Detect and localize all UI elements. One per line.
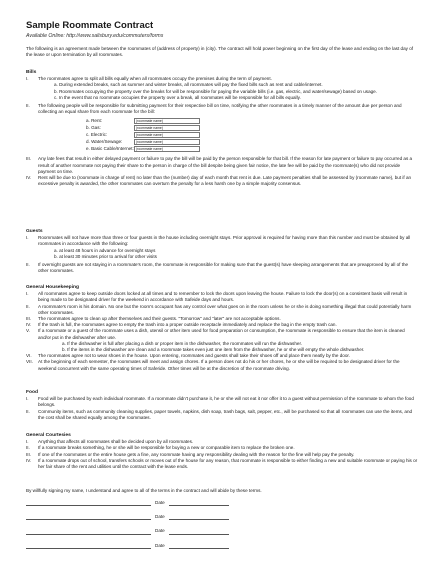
rent-roommate-field[interactable]: (roommate name) (134, 118, 200, 123)
cable-internet-row: e. Basic Cable/Internet: (roommate name) (26, 146, 418, 153)
electric-row: c. Electric: (roommate name) (26, 132, 418, 139)
bills-item-2: II. The following people will be responsible for submitting payment for their respective bill on time, notifying the other roommates in a timely manner of the amount due per person and collecting an equal share from each roommate for the bill: (26, 103, 402, 115)
housekeeping-item-2: II. A roommate's room is his domain. No one but the room's occupant has any control over what goes on in the room unless he or she is doing something illegal that could potentially harm other roommates. (26, 303, 412, 315)
water-sewage-roommate-field[interactable]: (roommate name) (134, 139, 200, 144)
housekeeping-item-5b: b. If the items in the dishwasher are clean and a roommate takes even just one item from the dishwasher, he or she will empty the whole dishwasher. (62, 347, 365, 353)
date-line-3[interactable] (169, 529, 229, 535)
bills-item-1a: a. During extended breaks, such as summer and winter breaks, all roommates will pay the fixed bills such as rent and cable/internet. (54, 82, 323, 88)
housekeeping-item-3: III. The roommates agree to clean up after themselves and their guests. "Tomorrow" and "later" are not acceptable options. (26, 316, 281, 322)
gas-roommate-field[interactable]: (roommate name) (134, 125, 200, 130)
signature-block (26, 497, 418, 549)
cable-internet-roommate-field[interactable]: (roommate name) (134, 146, 200, 151)
housekeeping-item-5: V. If a roommate or a guest of the roommate uses a dish, utensil or other item used for food preparation or consumption, the roommate is responsible to ensure that the item is cleaned and/or put in the dishwasher after use. (26, 328, 405, 340)
date-label: Date (155, 528, 165, 534)
guests-heading: Guests (26, 229, 43, 234)
date-line-2[interactable] (169, 514, 229, 520)
signature-row-4 (26, 543, 418, 549)
food-item-1: I. Food will be purchased by each individual roommate. If a roommate didn't purchase it, he or she will not eat it nor offer it to a guest without permission of the roommate to whom the food belongs. (26, 396, 414, 408)
bills-item-1: I. The roommates agree to split all bills equally when all roommates occupy the premises during the term of payment. (26, 76, 272, 82)
courtesies-item-3: III. If one of the roommates or the entire house gets a fine, any roommate having any responsibility dealing with the reason for the fine will help pay the penalty. (26, 451, 355, 457)
closing-statement: By willfully signing my name, I understand and agree to all of the terms in the contract and will abide by these terms. (26, 488, 262, 493)
guests-item-1a: a. at least 48 hours in advance for overnight stays (54, 247, 156, 253)
housekeeping-item-4: IV. If the trash is full, the roommates agree to empty the trash into a proper outside receptacle immediately and replace the bag in the empty trash can. (26, 322, 337, 328)
housekeeping-item-7: VII. At the beginning of each semester, the roommates will meet and assign chores. If a person does not do his or her chores, he or she will be required to be designated driver for the weekend concurrent with the same operating times of Saferide. Other times will be at the discretion of the roommate driving. (26, 359, 400, 371)
courtesies-item-1: I. Anything that affects all roommates shall be decided upon by all roommates. (26, 439, 194, 445)
document-title: Sample Roommate Contract (26, 20, 154, 31)
signature-row-3 (26, 528, 418, 534)
courtesies-item-4: IV. If a roommate drops out of school, transfers schools or moves out of the house for any reason, that roommate is responsible to either finding a new and suitable roommate or paying his or her fair share of the rent and utilities until the contract with the lease ends. (26, 457, 418, 470)
bills-item-1c: c. In the event that no roommate occupies the property over a break, all roommates will be responsible for all bills equally. (54, 94, 301, 100)
gas-row: b. Gas: (roommate name) (26, 125, 418, 132)
bill-responsibility-fields (26, 118, 418, 153)
bills-heading: Bills (26, 70, 37, 75)
available-online-note: Available Online: http://www.salisbury.edu/commuters/forms (26, 33, 164, 39)
intro-paragraph: The following is an agreement made between the roommates of (address of property) in (city). The contract will hold power beginning on the first day of the lease and ending on the last day of the lease or upon termination by all roommates. (26, 46, 414, 58)
courtesies-section (26, 433, 418, 470)
signature-row-1 (26, 500, 418, 506)
signature-row-2 (26, 514, 418, 520)
water-sewage-row: d. Water/Sewage: (roommate name) (26, 139, 418, 146)
bills-item-3: III. Any late fees that result in either delayed payment or failure to pay the bill will be paid by the person responsible for that bill. If the reason for late payment or failure to pay occurred as a result of another roommate not paying their share to the person in charge of the bill despite being given fair notice, the late fee will be paid by the roommate(s) who did not provide payment on time. (26, 156, 413, 174)
food-heading: Food (26, 390, 38, 395)
housekeeping-section (26, 285, 418, 372)
rent-row: a. Rent: (roommate name) (26, 118, 418, 125)
guests-item-1b: b. at least 30 minutes prior to arrival for other visits (54, 253, 157, 259)
housekeeping-item-6: VI. The roommates agree not to wear shoes in the house. Upon entering, roommates and guests shall take their shoes off and place them neatly by the door. (26, 353, 350, 359)
food-item-2: II. Community items, such as community cleaning supplies, paper towels, napkins, dish soap, trash bags, salt, pepper, etc., will be purchased so that all roommates can use the items, and the cost shall be shared equally among the roommates. (26, 408, 413, 420)
signature-line-1[interactable] (26, 500, 151, 506)
date-line-4[interactable] (169, 543, 229, 549)
courtesies-heading: General Courtesies (26, 433, 71, 438)
date-label: Date (155, 500, 165, 505)
guests-item-1: I. Roommates will not have more than three or four guests in the house including overnight stays. Prior approval is required for having more than this number and must be obtained by all roommates in accordance with the following: (26, 235, 411, 247)
housekeeping-item-1: I. All roommates agree to keep outside doors locked at all times and to remember to lock the doors upon leaving the house. Failure to lock the door(s) on a consistent basis will result in being made to be designated driver for the weekend in accordance with Safeide days and hours. (26, 291, 408, 303)
electric-roommate-field[interactable]: (roommate name) (134, 132, 200, 137)
date-label: Date (155, 542, 165, 548)
guests-section (26, 229, 418, 274)
bills-item-4: IV. Rent will be due to (roommate in charge of rent) no later than the (number) day of each month that rent is due. Late payment penalties shall be assessed by (roommate name), but if an excessive penalty is awarded, the other roommates can overturn the penalty for a less harsh one by a simple majority consensus. (26, 174, 412, 187)
housekeeping-item-5a: a. If the dishwasher is full after placing a dish or proper item in the dishwasher, the roommates will run the dishwasher. (62, 340, 303, 346)
food-section (26, 390, 418, 421)
guests-item-2: II. If overnight guests are not staying in a roommate's room, the roommate is responsible for making sure that the guest(s) have sleeping arrangements that are preapproved by all of the other roommates. (26, 262, 409, 274)
housekeeping-heading: General Housekeeping (26, 285, 79, 290)
signature-line-3[interactable] (26, 529, 151, 535)
date-label: Date (155, 514, 165, 520)
signature-line-4[interactable] (26, 543, 151, 549)
signature-line-2[interactable] (26, 514, 151, 520)
date-line-1[interactable] (169, 500, 229, 506)
courtesies-item-2: II. If a roommate breaks something, he or she will be responsible for buying a new or comparable item to replace the broken one. (26, 445, 295, 451)
bills-section (26, 70, 418, 187)
bills-item-1b: b. Roommates occupying the property over the breaks for will be responsible for paying the variable bills (i.e. gas, electric, and water/sewage) based on usage. (54, 88, 378, 94)
